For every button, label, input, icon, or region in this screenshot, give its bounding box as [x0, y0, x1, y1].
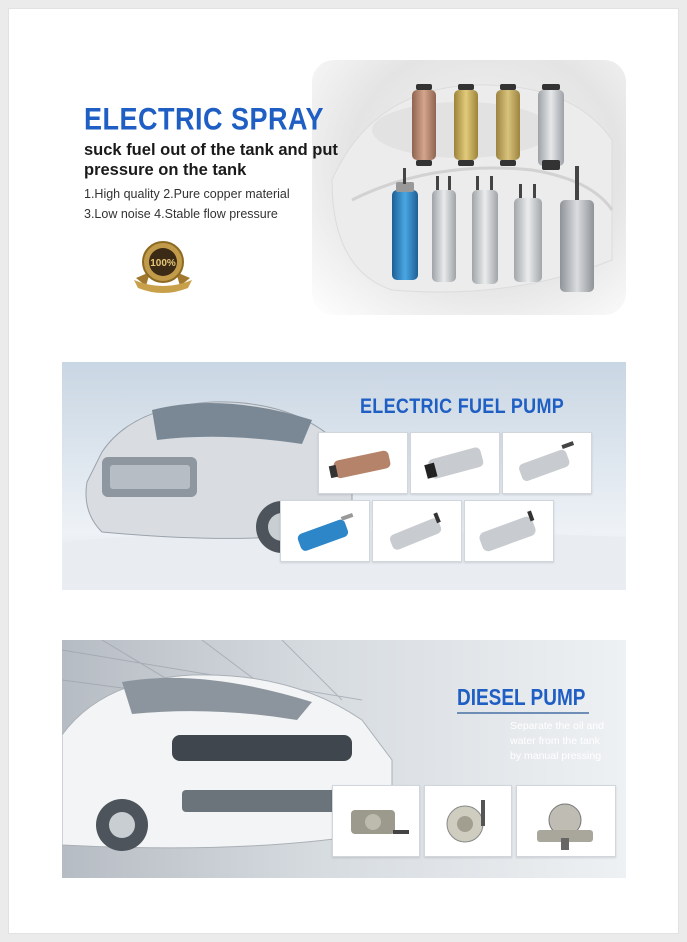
diesel-product-tile-3: [516, 785, 616, 857]
electric-spray-title: ELECTRIC SPRAY: [84, 102, 325, 137]
title-underline: [457, 712, 589, 714]
diesel-pump-banner: [62, 640, 626, 878]
quality-badge-icon: [130, 238, 196, 296]
diesel-product-tile-2: [424, 785, 512, 857]
gold-pump-image: [454, 90, 478, 160]
electric-spray-banner: [62, 60, 626, 315]
electric-fuel-pump-banner: [62, 362, 626, 590]
product-tile-1: [318, 432, 408, 494]
diesel-desc-line-1: Separate the oil and: [510, 720, 604, 732]
diesel-desc-line-2: water from the tank: [510, 735, 600, 747]
silver-pump-image-2: [432, 190, 456, 282]
product-tile-5: [372, 500, 462, 562]
silver-pump-image: [538, 90, 564, 166]
diesel-pump-title: DIESEL PUMP: [457, 686, 586, 712]
silver-pump-image-5: [560, 200, 594, 292]
gold-pump-image-2: [496, 90, 520, 160]
features-line-1: 1.High quality 2.Pure copper material: [84, 187, 290, 201]
silver-pump-image-3: [472, 190, 498, 284]
electric-fuel-pump-title: ELECTRIC FUEL PUMP: [360, 394, 565, 418]
features-line-2: 3.Low noise 4.Stable flow pressure: [84, 207, 278, 221]
diesel-desc-line-3: by manual pressing: [510, 750, 602, 762]
diesel-product-tile-1: [332, 785, 420, 857]
badge-text: 100%: [150, 258, 176, 269]
copper-pump-image: [412, 90, 436, 160]
product-tile-4: [280, 500, 370, 562]
product-tile-2: [410, 432, 500, 494]
electric-spray-subtitle: suck fuel out of the tank and put pressure on the tank: [84, 141, 338, 179]
product-tile-3: [502, 432, 592, 494]
silver-pump-image-4: [514, 198, 542, 282]
blue-pump-image: [392, 190, 418, 280]
product-tile-6: [464, 500, 554, 562]
